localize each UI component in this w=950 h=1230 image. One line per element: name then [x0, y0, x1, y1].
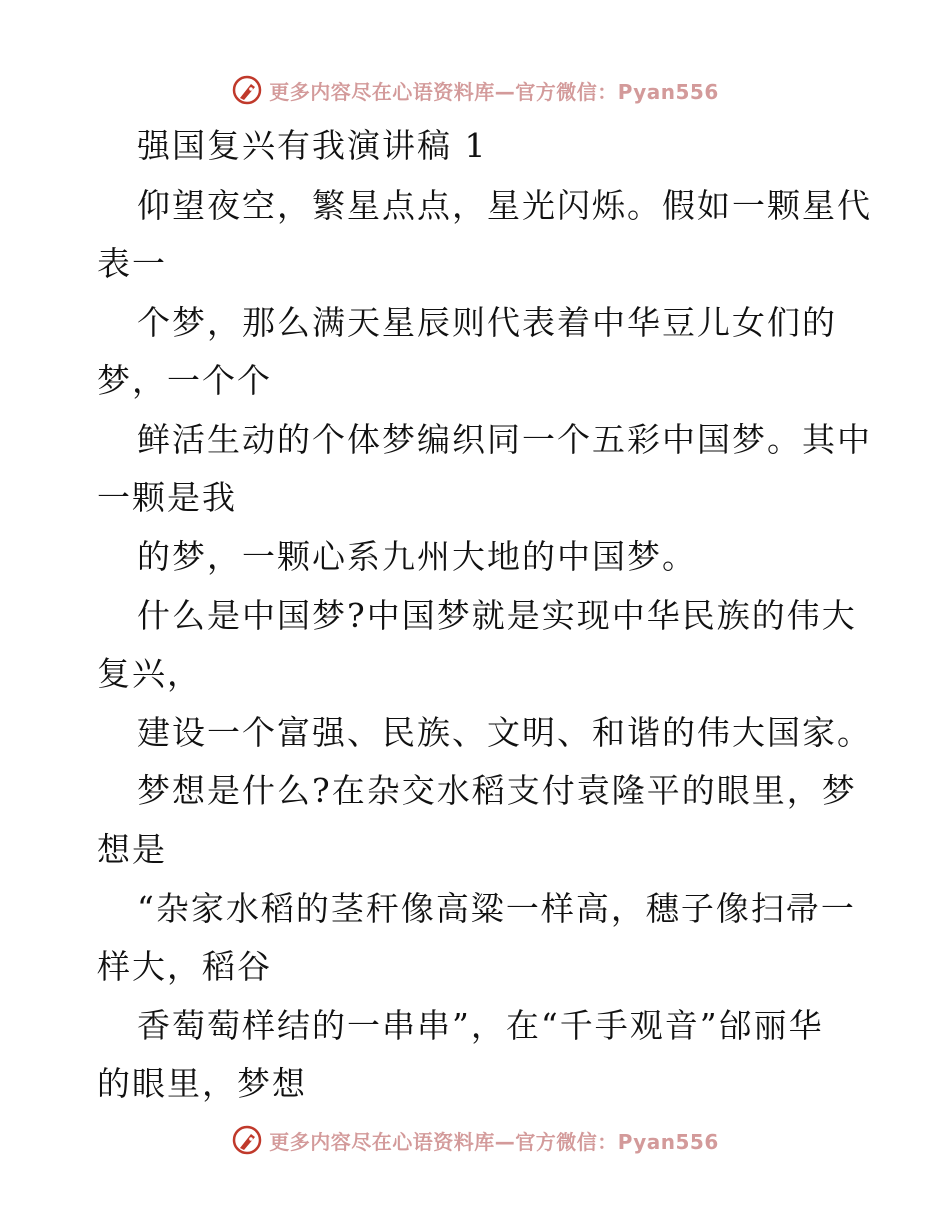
text-line: 的梦，一颗心系九州大地的中国梦。 [137, 537, 697, 576]
document-title: 强国复兴有我演讲稿 1 [137, 126, 488, 165]
text-line: 的眼里，梦想 [97, 1064, 307, 1103]
text-line: 仰望夜空，繁星点点，星光闪烁。假如一颗星代 [137, 186, 872, 225]
text-line: 表一 [97, 244, 167, 283]
header-banner-text: 更多内容尽在心语资料库—官方微信：Pyan556 [269, 79, 719, 104]
text-line: 复兴， [97, 654, 202, 693]
text-line: 梦，一个个 [97, 361, 272, 400]
text-line: “杂家水稻的茎秆像高粱一样高，穗子像扫帚一 [137, 889, 856, 928]
text-line: 样大，稻谷 [97, 947, 272, 986]
text-line: 一颗是我 [97, 478, 237, 517]
footer-banner-text: 更多内容尽在心语资料库—官方微信：Pyan556 [269, 1129, 719, 1154]
text-line: 香萄萄样结的一串串”，在“千手观音”邰丽华 [137, 1006, 824, 1045]
pen-nib-logo-icon [231, 1124, 263, 1156]
text-line: 什么是中国梦?中国梦就是实现中华民族的伟大 [137, 596, 857, 635]
text-line: 想是 [97, 830, 167, 869]
text-line: 个梦，那么满天星辰则代表着中华豆儿女们的 [137, 303, 837, 342]
text-line: 鲜活生动的个体梦编织同一个五彩中国梦。其中 [137, 420, 872, 459]
footer-banner [0, 1120, 950, 1160]
text-line: 梦想是什么?在杂交水稻支付袁隆平的眼里，梦 [137, 771, 857, 810]
text-line: 建设一个富强、民族、文明、和谐的伟大国家。 [137, 713, 872, 752]
